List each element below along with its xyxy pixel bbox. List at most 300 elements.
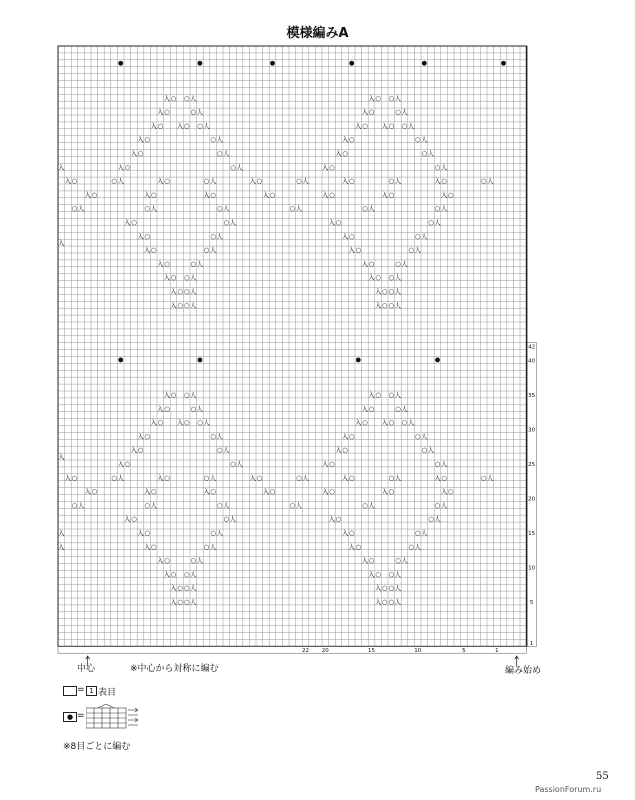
- ssk-mark: 人: [368, 501, 375, 510]
- yo-mark: ○: [395, 108, 401, 117]
- yo-mark: ○: [395, 556, 401, 565]
- k2tog-mark: 入: [434, 177, 441, 186]
- yo-mark: ○: [71, 473, 78, 482]
- grid-border: [58, 46, 527, 646]
- ssk-mark: 人: [209, 542, 217, 551]
- yo-mark: ○: [335, 218, 342, 227]
- yo-mark: ○: [170, 273, 177, 282]
- ssk-mark: 人: [407, 121, 415, 130]
- ssk-mark: 人: [203, 121, 210, 130]
- k2tog-mark: 入: [368, 570, 375, 579]
- column-number-label: 5: [462, 647, 466, 654]
- bobble-mark: [501, 61, 506, 66]
- k2tog-mark: 入: [130, 149, 138, 158]
- yo-mark: ○: [183, 597, 190, 606]
- yo-mark: ○: [223, 515, 230, 524]
- k2tog-mark: 入: [262, 190, 270, 199]
- yo-mark: ○: [203, 473, 210, 482]
- ssk-mark: 人: [190, 584, 197, 593]
- ssk-mark: 人: [394, 94, 402, 103]
- yo-mark: ○: [164, 556, 170, 565]
- watermark-text: PassionForum.ru: [535, 785, 602, 794]
- ssk-mark: 人: [394, 473, 402, 482]
- ssk-mark: 人: [196, 259, 204, 268]
- yo-mark: ○: [368, 259, 375, 268]
- ssk-mark: 人: [421, 528, 428, 537]
- yo-mark: ○: [441, 177, 447, 186]
- yo-mark: ○: [355, 246, 362, 255]
- yo-mark: ○: [190, 556, 197, 565]
- yo-mark: ○: [210, 528, 216, 537]
- bobble-mark: [198, 61, 203, 66]
- k2tog-mark: 入: [328, 218, 336, 227]
- column-number-strip: [58, 646, 527, 653]
- ssk-mark: 人: [203, 418, 210, 427]
- yo-mark: ○: [388, 273, 395, 282]
- ssk-mark: 人: [209, 246, 217, 255]
- k2tog-mark: 入: [163, 94, 171, 103]
- yo-mark: ○: [289, 501, 296, 510]
- yo-mark: ○: [91, 487, 98, 496]
- bobble-mark: [422, 61, 427, 66]
- yo-mark: ○: [183, 94, 190, 103]
- ssk-mark: 人: [421, 232, 428, 241]
- k2tog-mark: 入: [143, 542, 151, 551]
- yo-mark: ○: [388, 287, 395, 296]
- k2tog-mark: 入: [163, 273, 171, 282]
- ssk-mark: 人: [150, 501, 157, 510]
- yo-mark: ○: [197, 418, 203, 427]
- yo-mark: ○: [177, 287, 183, 296]
- bobble-mark: [435, 358, 440, 363]
- yo-mark: ○: [388, 121, 395, 130]
- yo-mark: ○: [170, 94, 177, 103]
- yo-mark: ○: [296, 177, 302, 186]
- yo-mark: ○: [210, 135, 216, 144]
- yo-mark: ○: [131, 218, 137, 227]
- yo-mark: ○: [111, 473, 117, 482]
- ssk-mark: 人: [394, 584, 402, 593]
- yo-mark: ○: [381, 584, 388, 593]
- ssk-mark: 人: [302, 473, 309, 482]
- yo-mark: ○: [414, 528, 421, 537]
- yo-mark: ○: [183, 390, 190, 399]
- k2tog-mark: 入: [157, 473, 164, 482]
- ssk-mark: 人: [190, 301, 197, 310]
- yo-mark: ○: [144, 232, 150, 241]
- yo-mark: ○: [216, 446, 223, 455]
- column-number-label: 1: [495, 647, 499, 654]
- yo-mark: ○: [348, 232, 355, 241]
- yo-mark: ○: [150, 246, 157, 255]
- ssk-mark: 人: [190, 94, 197, 103]
- yo-mark: ○: [348, 177, 355, 186]
- k2tog-mark: 入: [361, 556, 369, 565]
- ssk-mark: 人: [394, 273, 402, 282]
- yo-mark: ○: [342, 446, 348, 455]
- k2tog-mark: 入: [355, 121, 362, 130]
- ssk-mark: 人: [394, 570, 402, 579]
- yo-mark: ○: [210, 432, 216, 441]
- k2tog-mark: 入: [157, 177, 164, 186]
- ssk-mark: 人: [434, 515, 441, 524]
- yo-mark: ○: [388, 570, 395, 579]
- page-number: 55: [596, 771, 609, 782]
- yo-mark: ○: [329, 459, 335, 468]
- yo-mark: ○: [164, 108, 170, 117]
- k2tog-mark: 入: [361, 259, 369, 268]
- k2tog-mark: 入: [335, 149, 342, 158]
- center-label: 中心: [77, 664, 96, 674]
- ssk-mark: 人: [487, 177, 494, 186]
- k2tog-mark: 入: [374, 301, 382, 310]
- k2tog-mark: 入: [374, 597, 382, 606]
- bobble-mark: [349, 61, 354, 66]
- k2tog-mark: 入: [58, 239, 65, 248]
- ssk-mark: 人: [302, 177, 309, 186]
- yo-mark: ○: [428, 515, 434, 524]
- yo-mark: ○: [348, 135, 355, 144]
- column-number-label: 22: [302, 647, 309, 654]
- row-number-label: 30: [528, 427, 536, 434]
- k2tog-mark: 入: [58, 453, 65, 462]
- yo-mark: ○: [164, 404, 170, 413]
- yo-mark: ○: [210, 190, 216, 199]
- k2tog-mark: 入: [249, 177, 256, 186]
- k2tog-mark: 入: [64, 473, 72, 482]
- yo-mark: ○: [408, 246, 414, 255]
- yo-mark: ○: [395, 404, 401, 413]
- yo-mark: ○: [329, 487, 335, 496]
- ssk-mark: 人: [434, 218, 441, 227]
- yo-mark: ○: [401, 121, 408, 130]
- yo-mark: ○: [269, 190, 276, 199]
- yo-mark: ○: [388, 190, 395, 199]
- k2tog-mark: 入: [176, 418, 184, 427]
- yo-mark: ○: [381, 301, 388, 310]
- ssk-mark: 人: [216, 232, 223, 241]
- row-number-label: 25: [528, 461, 536, 468]
- yo-mark: ○: [183, 121, 190, 130]
- yo-mark: ○: [421, 446, 428, 455]
- chart-title: 模様編みA: [286, 26, 349, 41]
- start-label: 編み始め: [505, 666, 542, 676]
- ssk-mark: 人: [216, 432, 223, 441]
- k2tog-mark: 入: [150, 418, 157, 427]
- yo-mark: ○: [447, 487, 454, 496]
- yo-mark: ○: [190, 404, 197, 413]
- yo-mark: ○: [269, 487, 276, 496]
- row-number-label: 35: [528, 392, 536, 399]
- legend-bobble-symbol: ●: [63, 712, 77, 722]
- yo-mark: ○: [150, 487, 157, 496]
- ssk-mark: 人: [190, 390, 197, 399]
- yo-mark: ○: [375, 94, 381, 103]
- yo-mark: ○: [164, 259, 170, 268]
- k2tog-mark: 入: [170, 301, 177, 310]
- k2tog-mark: 入: [58, 528, 65, 537]
- yo-mark: ○: [388, 177, 395, 186]
- yo-mark: ○: [348, 528, 355, 537]
- ssk-mark: 人: [190, 597, 197, 606]
- yo-mark: ○: [203, 177, 210, 186]
- k2tog-mark: 入: [58, 542, 65, 551]
- yo-mark: ○: [170, 570, 177, 579]
- yo-mark: ○: [408, 542, 414, 551]
- k2tog-mark: 入: [341, 232, 349, 241]
- k2tog-mark: 入: [64, 177, 72, 186]
- ssk-mark: 人: [394, 390, 402, 399]
- k2tog-mark: 入: [348, 246, 355, 255]
- yo-mark: ○: [362, 204, 368, 213]
- yo-mark: ○: [203, 246, 210, 255]
- legend-knit-symbol: 1: [86, 686, 97, 696]
- k2tog-mark: 入: [143, 246, 151, 255]
- yo-mark: ○: [190, 108, 197, 117]
- k2tog-mark: 入: [176, 121, 184, 130]
- ssk-mark: 人: [77, 501, 85, 510]
- yo-mark: ○: [223, 218, 230, 227]
- yo-mark: ○: [342, 149, 348, 158]
- yo-mark: ○: [71, 177, 78, 186]
- yo-mark: ○: [480, 473, 487, 482]
- yo-mark: ○: [388, 94, 395, 103]
- yo-mark: ○: [434, 204, 441, 213]
- yo-mark: ○: [421, 149, 428, 158]
- k2tog-mark: 入: [341, 135, 349, 144]
- ssk-mark: 人: [401, 404, 408, 413]
- yo-mark: ○: [388, 390, 395, 399]
- yo-mark: ○: [355, 542, 362, 551]
- yo-mark: ○: [414, 232, 421, 241]
- yo-mark: ○: [177, 301, 183, 310]
- yo-mark: ○: [368, 404, 375, 413]
- ssk-mark: 人: [236, 459, 243, 468]
- yo-mark: ○: [335, 515, 342, 524]
- yo-mark: ○: [183, 301, 190, 310]
- yo-mark: ○: [388, 487, 395, 496]
- k2tog-mark: 入: [157, 259, 164, 268]
- yo-mark: ○: [401, 418, 408, 427]
- yo-mark: ○: [210, 487, 216, 496]
- bobble-mark: [270, 61, 275, 66]
- ssk-mark: 人: [421, 135, 428, 144]
- yo-mark: ○: [164, 177, 170, 186]
- row-number-label: 42: [528, 344, 536, 351]
- k2tog-mark: 入: [328, 515, 336, 524]
- k2tog-mark: 入: [341, 177, 349, 186]
- ssk-mark: 人: [401, 108, 408, 117]
- yo-mark: ○: [348, 473, 355, 482]
- ssk-mark: 人: [209, 177, 217, 186]
- yo-mark: ○: [388, 584, 395, 593]
- yo-mark: ○: [381, 597, 388, 606]
- ssk-mark: 人: [209, 473, 217, 482]
- ssk-mark: 人: [190, 570, 197, 579]
- yo-mark: ○: [381, 287, 388, 296]
- k2tog-mark: 入: [157, 108, 164, 117]
- yo-mark: ○: [177, 597, 183, 606]
- k2tog-mark: 入: [322, 190, 329, 199]
- k2tog-mark: 入: [361, 108, 369, 117]
- ssk-mark: 人: [223, 501, 230, 510]
- k2tog-mark: 入: [335, 446, 342, 455]
- k2tog-mark: 入: [203, 190, 210, 199]
- ssk-mark: 人: [440, 459, 448, 468]
- k2tog-mark: 入: [249, 473, 256, 482]
- k2tog-mark: 入: [117, 163, 124, 172]
- ssk-mark: 人: [196, 108, 204, 117]
- grid-lines: [58, 46, 527, 646]
- row-number-label: 10: [528, 565, 536, 572]
- yo-mark: ○: [144, 204, 150, 213]
- yo-mark: ○: [256, 473, 263, 482]
- ssk-mark: 人: [414, 246, 421, 255]
- k2tog-mark: 入: [157, 556, 164, 565]
- ssk-mark: 人: [216, 528, 223, 537]
- k2tog-mark: 入: [368, 273, 375, 282]
- yo-mark: ○: [230, 163, 236, 172]
- yo-mark: ○: [395, 259, 401, 268]
- ssk-mark: 人: [216, 135, 223, 144]
- yo-mark: ○: [164, 473, 170, 482]
- legend-equals: =: [77, 685, 85, 695]
- k2tog-mark: 入: [381, 418, 388, 427]
- yo-mark: ○: [190, 259, 197, 268]
- legend-bobble-note: ※8目ごとに編む: [63, 742, 131, 752]
- yo-mark: ○: [329, 190, 335, 199]
- yo-mark: ○: [144, 135, 150, 144]
- k2tog-mark: 入: [361, 404, 369, 413]
- bobble-mark: [118, 358, 123, 363]
- yo-mark: ○: [216, 149, 223, 158]
- row-number-label: 5: [529, 599, 534, 606]
- yo-mark: ○: [137, 149, 144, 158]
- ssk-mark: 人: [401, 259, 408, 268]
- ssk-mark: 人: [196, 556, 204, 565]
- k2tog-mark: 入: [440, 190, 448, 199]
- yo-mark: ○: [375, 273, 381, 282]
- legend-knit-text: 表目: [98, 688, 117, 698]
- yo-mark: ○: [368, 108, 375, 117]
- yo-mark: ○: [197, 121, 203, 130]
- k2tog-mark: 入: [137, 432, 144, 441]
- bobble-mark: [198, 358, 203, 363]
- k2tog-mark: 入: [374, 584, 382, 593]
- yo-mark: ○: [91, 190, 98, 199]
- yo-mark: ○: [388, 418, 395, 427]
- ssk-mark: 人: [394, 287, 402, 296]
- yo-mark: ○: [329, 163, 335, 172]
- yo-mark: ○: [256, 177, 263, 186]
- yo-mark: ○: [216, 501, 223, 510]
- legend-bobble-equals: =: [77, 711, 85, 721]
- yo-mark: ○: [434, 163, 441, 172]
- ssk-mark: 人: [229, 515, 237, 524]
- ssk-mark: 人: [427, 446, 435, 455]
- k2tog-mark: 入: [124, 218, 131, 227]
- yo-mark: ○: [441, 473, 447, 482]
- ssk-mark: 人: [77, 204, 85, 213]
- yo-mark: ○: [388, 597, 395, 606]
- k2tog-mark: 入: [130, 446, 138, 455]
- k2tog-mark: 入: [137, 528, 144, 537]
- ssk-mark: 人: [368, 204, 375, 213]
- ssk-mark: 人: [421, 432, 428, 441]
- yo-mark: ○: [289, 204, 296, 213]
- k2tog-mark: 入: [170, 584, 177, 593]
- k2tog-mark: 入: [341, 432, 349, 441]
- yo-mark: ○: [137, 446, 144, 455]
- ssk-mark: 人: [190, 287, 197, 296]
- yo-mark: ○: [203, 542, 210, 551]
- k2tog-mark: 入: [170, 597, 177, 606]
- yo-mark: ○: [157, 121, 164, 130]
- yo-mark: ○: [144, 528, 150, 537]
- ssk-mark: 人: [196, 404, 204, 413]
- ssk-mark: 人: [117, 177, 124, 186]
- yo-mark: ○: [131, 515, 137, 524]
- k2tog-mark: 入: [440, 487, 448, 496]
- k2tog-mark: 入: [341, 473, 349, 482]
- bobble-mark: [356, 358, 361, 363]
- ssk-mark: 人: [440, 163, 448, 172]
- k2tog-mark: 入: [368, 94, 375, 103]
- yo-mark: ○: [414, 432, 421, 441]
- k2tog-mark: 入: [137, 135, 144, 144]
- yo-mark: ○: [447, 190, 454, 199]
- k2tog-mark: 入: [124, 515, 131, 524]
- yo-mark: ○: [388, 473, 395, 482]
- yo-mark: ○: [124, 459, 131, 468]
- k2tog-mark: 入: [58, 163, 65, 172]
- yo-mark: ○: [428, 218, 434, 227]
- yo-mark: ○: [216, 204, 223, 213]
- k2tog-mark: 入: [434, 473, 441, 482]
- yo-mark: ○: [124, 163, 131, 172]
- k2tog-mark: 入: [322, 459, 329, 468]
- ssk-mark: 人: [427, 149, 435, 158]
- yo-mark: ○: [230, 459, 236, 468]
- k2tog-mark: 入: [381, 190, 388, 199]
- ssk-mark: 人: [487, 473, 494, 482]
- yo-mark: ○: [375, 570, 381, 579]
- k2tog-mark: 入: [368, 390, 375, 399]
- k2tog-mark: 入: [84, 487, 91, 496]
- yo-mark: ○: [210, 232, 216, 241]
- k2tog-mark: 入: [157, 404, 164, 413]
- ssk-mark: 人: [401, 556, 408, 565]
- row-number-label: 1: [529, 641, 534, 648]
- k2tog-mark: 入: [262, 487, 270, 496]
- yo-mark: ○: [157, 418, 164, 427]
- ssk-mark: 人: [414, 542, 421, 551]
- yo-mark: ○: [362, 121, 368, 130]
- ssk-mark: 人: [394, 301, 402, 310]
- yo-mark: ○: [177, 584, 183, 593]
- ssk-mark: 人: [394, 177, 402, 186]
- column-number-label: 10: [414, 647, 422, 654]
- ssk-mark: 人: [295, 204, 303, 213]
- yo-mark: ○: [71, 501, 78, 510]
- k2tog-mark: 入: [170, 287, 177, 296]
- row-number-label: 40: [528, 358, 536, 365]
- k2tog-mark: 入: [348, 542, 355, 551]
- symmetry-note: ※中心から対称に編む: [130, 664, 219, 674]
- yo-mark: ○: [183, 570, 190, 579]
- k2tog-mark: 入: [163, 390, 171, 399]
- k2tog-mark: 入: [355, 418, 362, 427]
